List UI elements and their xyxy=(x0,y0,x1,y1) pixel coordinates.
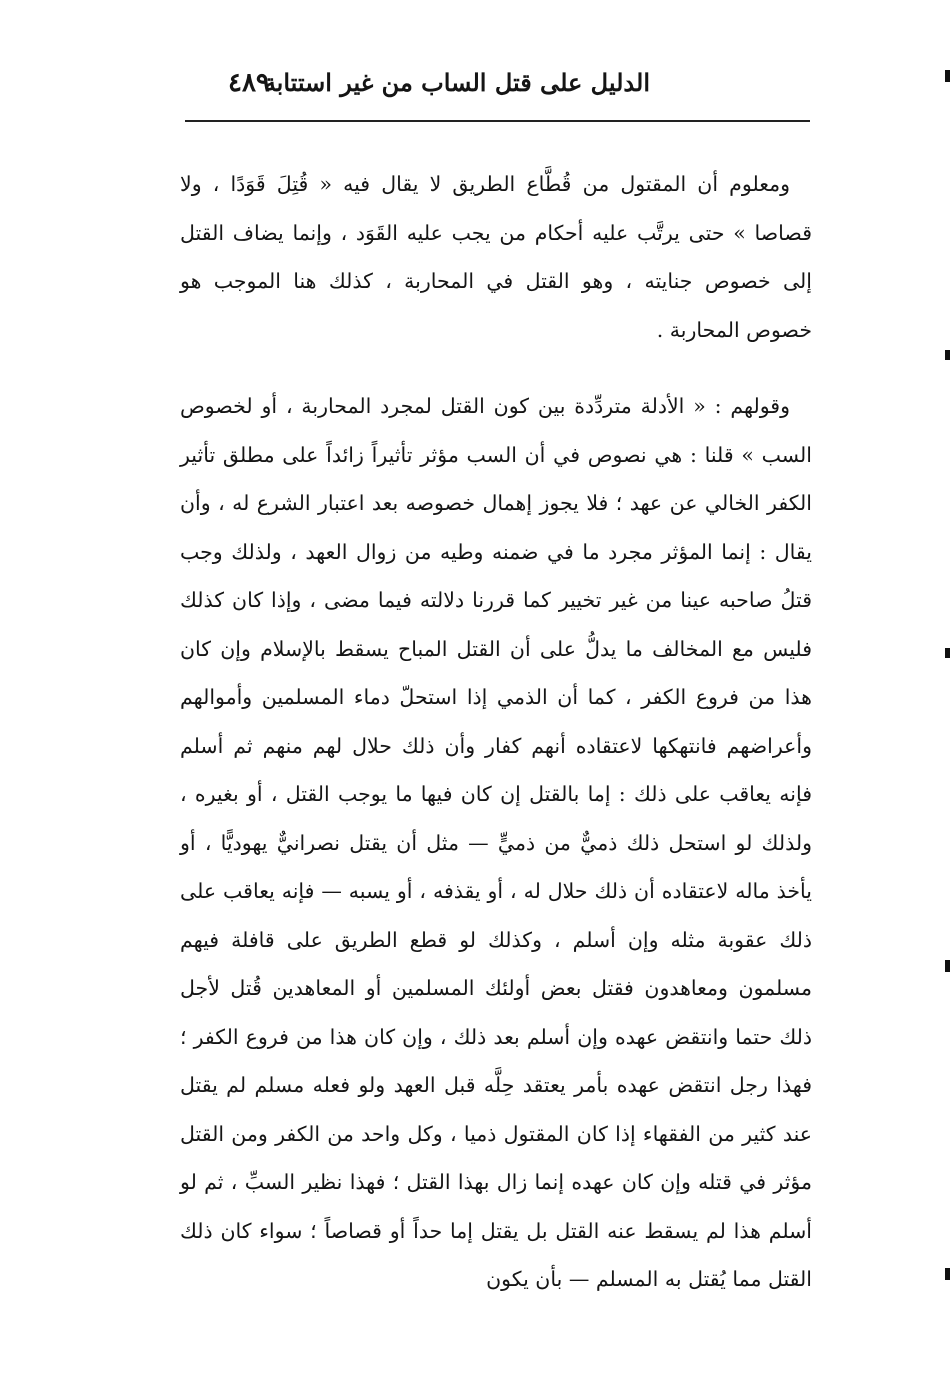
scan-edge-mark xyxy=(945,960,950,972)
scan-edge-mark xyxy=(945,648,950,658)
header-divider xyxy=(185,120,810,122)
scan-edge-mark xyxy=(945,350,950,360)
page-header xyxy=(180,68,810,118)
paragraph-1-text: ومعلوم أن المقتول من قُطَّاع الطريق لا يقال فيه « قُتِلَ قَوَدًا ، ولا قصاصا » حتى يرتَّب عليه أحكام من يجب عليه القَوَد ، وإنما يضاف القتل إلى خصوص جنايته ، وهو القتل في المحاربة ، كذلك هنا الموجب هو خصوص المحاربة . xyxy=(180,172,812,342)
page-number: ٤٨٩ xyxy=(228,68,270,98)
scan-edge-mark xyxy=(945,1268,950,1280)
paragraph-2 xyxy=(180,382,812,1304)
running-title: الدليل على قتل الساب من غير استتابة xyxy=(263,68,650,97)
paragraph-2-text: وقولهم : « الأدلة متردِّدة بين كون القتل لمجرد المحاربة ، أو لخصوص السب » قلنا : هي نصوص في أن السب مؤثر تأثيراً زائداً على مطلق تأثير الكفر الخالي عن عهد ؛ فلا يجوز إهمال خصوصه بعد اعتبار الشرع له ، وأن يقال : إنما المؤثر مجرد ما في ضمنه وطيه من زوال العهد ، ولذلك وجب قتلُ صاحبه عينا من غير تخيير كما قررنا دلالته فيما مضى ، وإذا كان كذلك فليس مع المخالف ما يدلُّ على أن القتل المباح يسقط بالإسلام وإن كان هذا من فروع الكفر ، كما أن الذمي إذا استحلّ دماء المسلمين وأموالهم وأعراضهم فانتهكها لاعتقاده أنهم كفار وأن ذلك حلال لهم منهم ثم أسلم فإنه يعاقب على ذلك : إما بالقتل إن كان فيها ما يوجب القتل ، أو بغيره ، ولذلك لو استحل ذلك ذميٌّ من ذميٍّ — مثل أن يقتل نصرانيٌّ يهوديًّا ، أو يأخذ ماله لاعتقاده أن ذلك حلال له ، أو يقذفه ، أو يسبه — فإنه يعاقب على ذلك عقوبة مثله وإن أسلم ، وكذلك لو قطع الطريق على قافلة فيهم مسلمون ومعاهدون فقتل بعض أولئك المسلمين أو المعاهدين قُتل لأجل ذلك حتما وانتقض عهده وإن أسلم بعد ذلك ، وإن كان هذا من فروع الكفر ؛ فهذا رجل انتقض عهده بأمر يعتقد حِلَّه قبل العهد ولو فعله مسلم لم يقتل عند كثير من الفقهاء إذا كان المقتول ذميا ، وكل واحد من الكفر ومن القتل مؤثر في قتله وإن كان عهده إنما زال بهذا القتل ؛ فهذا نظير السبِّ ، ثم لو أسلم هذا لم يسقط عنه القتل بل يقتل إما حداً أو قصاصاً ؛ سواء كان ذلك القتل مما يُقتل به المسلم — بأن يكون xyxy=(180,394,812,1291)
paragraph-1 xyxy=(180,160,812,354)
scan-edge-mark xyxy=(945,70,950,82)
